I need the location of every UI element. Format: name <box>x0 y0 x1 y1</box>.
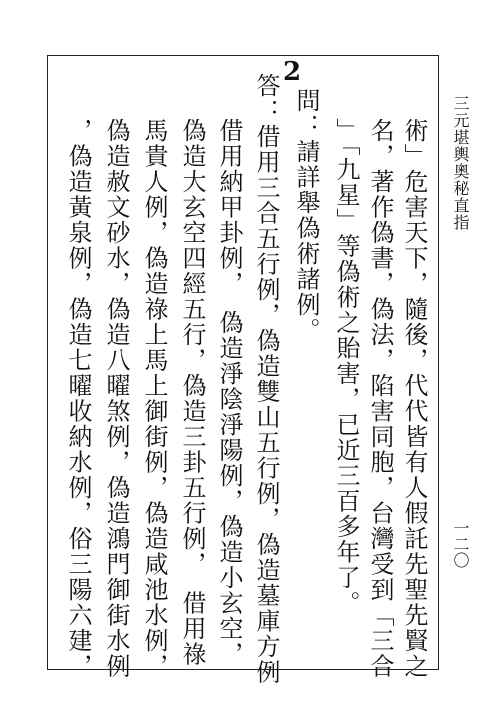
text-column-10: ，偽造黃泉例，偽造七曜收納水例，俗三陽六建， <box>64 118 92 679</box>
text-column-5: 答：借用三合五行例，偽造雙山五行例，偽造墓庫方例 <box>252 73 280 685</box>
page-number: 一二〇 <box>451 520 470 568</box>
question-number: 2 <box>283 57 302 87</box>
text-column-7: 偽造大玄空四經五行，偽造三卦五行例， 借用祿 <box>178 118 206 667</box>
book-title: 三元堪輿奧秘直指 <box>451 95 470 231</box>
text-column-3: 」「九星」等偽術之貽害，已近三百多年了。 <box>332 118 360 616</box>
text-column-4: 問：請詳舉偽術諸例。 <box>292 88 320 343</box>
text-column-1: 術」危害天下，隨後，代代皆有人假託先聖先賢之 <box>400 118 428 679</box>
text-column-6: 借用納甲卦例， 偽造淨陰淨陽例，偽造小玄空， <box>215 118 243 667</box>
text-column-2: 名，著作偽書，偽法，陷害同胞，台灣受到「三合 <box>366 118 394 679</box>
text-column-8: 馬貴人例，偽造祿上馬上御街例，偽造咸池水例， <box>140 118 168 679</box>
text-column-9: 偽造赦文砂水，偽造八曜煞例，偽造鴻門御街水例 <box>102 118 130 679</box>
